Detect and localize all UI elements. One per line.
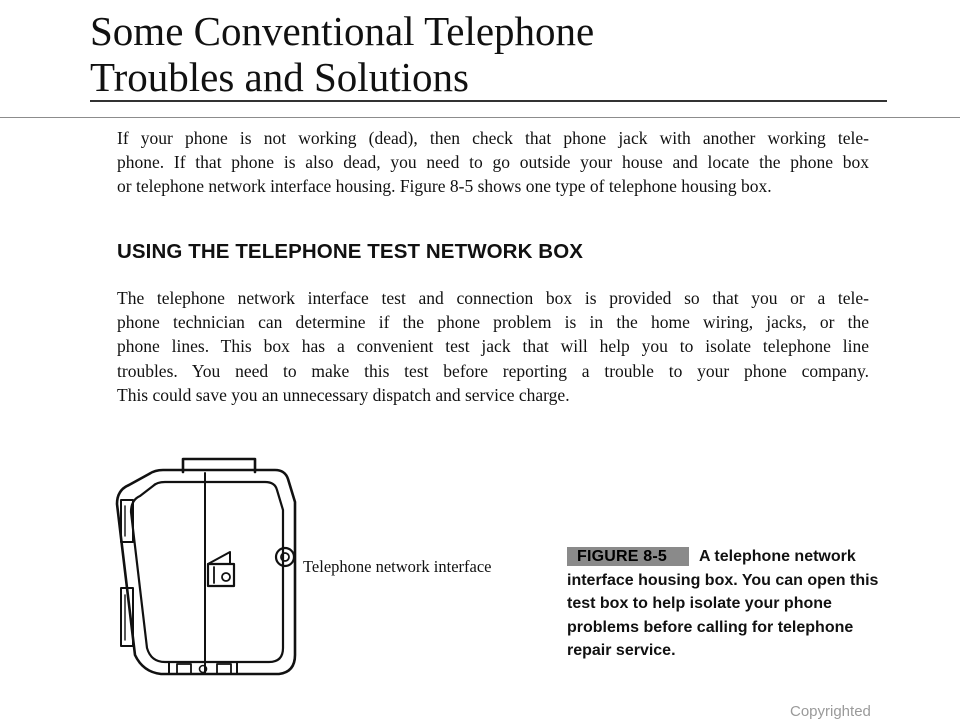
title-line-1: Some Conventional Telephone bbox=[90, 8, 595, 54]
title-line-2: Troubles and Solutions bbox=[90, 54, 469, 100]
intro-paragraph bbox=[117, 126, 869, 199]
text-line: phone lines. This box has a convenient test jack that will help you to isolate telephone line bbox=[117, 336, 869, 357]
section-paragraph bbox=[117, 286, 869, 407]
section-heading: USING THE TELEPHONE TEST NETWORK BOX bbox=[117, 240, 584, 263]
text-line: troubles. You need to make this test before reporting a trouble to your phone company. bbox=[117, 360, 869, 381]
figure-label: Telephone network interface bbox=[303, 557, 492, 576]
figure-number-badge: FIGURE 8-5 bbox=[567, 547, 689, 566]
copyright-watermark: Copyrighted bbox=[790, 703, 871, 720]
figure-caption bbox=[567, 545, 887, 663]
text-line: phone technician can determine if the phone problem is in the home wiring, jacks, or the bbox=[117, 312, 869, 333]
figure-caption-text: A telephone network interface housing box. You can open this test box to help isolate your phone problems before calling for telephone repair service. bbox=[567, 548, 879, 660]
page-divider bbox=[0, 117, 960, 118]
text-line: If your phone is not working (dead), then check that phone jack with another working tele- bbox=[117, 128, 869, 148]
network-interface-box-drawing bbox=[105, 450, 305, 695]
page-title bbox=[90, 8, 890, 100]
text-line: or telephone network interface housing. Figure 8-5 shows one type of telephone housing box. bbox=[117, 176, 772, 197]
text-line: The telephone network interface test and connection box is provided so that you or a tele- bbox=[117, 288, 869, 308]
text-line: This could save you an unnecessary dispatch and service charge. bbox=[117, 384, 570, 405]
text-line: phone. If that phone is also dead, you need to go outside your house and locate the phone box bbox=[117, 152, 869, 173]
title-underline bbox=[90, 100, 887, 102]
